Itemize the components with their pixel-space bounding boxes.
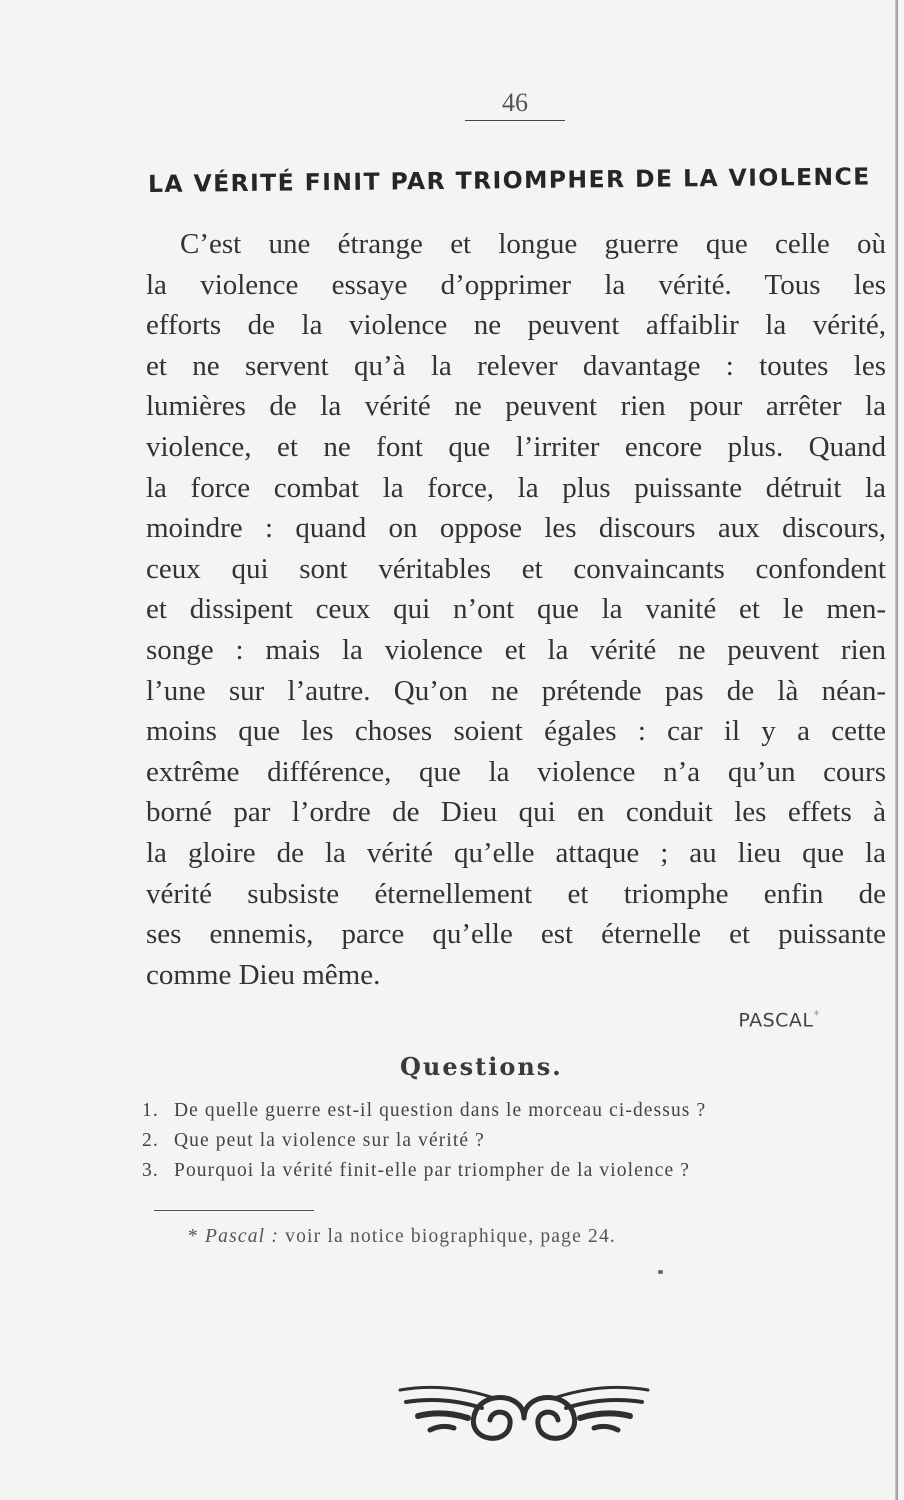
body-line: moins que les choses soient égales : car il y a cette [146, 715, 886, 748]
page-edge [895, 0, 898, 1500]
body-line: et ne servent qu’à la relever davantage : toutes les [146, 349, 886, 382]
page-title: LA VÉRITÉ FINIT PAR TRIOMPHER DE LA VIOLENCE [147, 162, 871, 198]
footnote-marker: * [188, 1226, 199, 1247]
ink-speck [658, 1270, 663, 1274]
questions-list [142, 1096, 872, 1186]
question-text: Que peut la violence sur la vérité ? [174, 1130, 485, 1151]
page-number: 46 [465, 88, 565, 121]
question-item [142, 1096, 872, 1126]
question-number: 1. [142, 1100, 159, 1121]
author-name: PASCAL [738, 1009, 814, 1032]
body-line: la force combat la force, la plus puissante détruit la [146, 471, 886, 504]
questions-heading: Questions. [400, 1052, 563, 1081]
question-item [142, 1156, 872, 1186]
body-line: efforts de la violence ne peuvent affaiblir la vérité, [146, 309, 886, 342]
footnote-text: voir la notice biographique, page 24. [285, 1226, 617, 1247]
body-line: lumières de la vérité ne peuvent rien pour arrêter la [146, 390, 886, 423]
body-line: la gloire de la vérité qu’elle attaque ; au lieu que la [146, 836, 886, 869]
author-signature [690, 1008, 820, 1031]
body-line: borné par l’ordre de Dieu qui en conduit les effets à [146, 796, 886, 829]
body-line: vérité subsiste éternellement et triomphe enfin de [146, 877, 886, 910]
body-line: C’est une étrange et longue guerre que celle où [180, 228, 886, 260]
question-text: De quelle guerre est-il question dans le morceau ci-dessus ? [174, 1100, 707, 1121]
body-line: ceux qui sont véritables et convaincants confondent [146, 552, 886, 585]
footnote-name: Pascal : [205, 1226, 280, 1247]
question-number: 3. [142, 1160, 159, 1181]
body-line: l’une sur l’autre. Qu’on ne prétende pas de là néan- [146, 674, 886, 707]
footnote [188, 1226, 808, 1248]
footnote-divider [154, 1210, 314, 1211]
body-text [146, 224, 886, 995]
body-line: ses ennemis, parce qu’elle est éternelle et puissante [146, 918, 886, 951]
body-line: la violence essaye d’opprimer la vérité. Tous les [146, 268, 886, 301]
body-line: et dissipent ceux qui n’ont que la vanité et le men- [146, 593, 886, 626]
scroll-ornament-icon [396, 1372, 652, 1462]
body-line: moindre : quand on oppose les discours aux discours, [146, 512, 886, 545]
body-line: extrême différence, que la violence n’a qu’un cours [146, 755, 886, 788]
body-line: violence, et ne font que l’irriter encore plus. Quand [146, 430, 886, 463]
body-line: songe : mais la violence et la vérité ne peuvent rien [146, 633, 886, 666]
question-item [142, 1126, 872, 1156]
question-text: Pourquoi la vérité finit-elle par triompher de la violence ? [174, 1160, 690, 1181]
footnote-marker: * [813, 1008, 820, 1022]
body-line: comme Dieu même. [146, 958, 381, 991]
question-number: 2. [142, 1130, 159, 1151]
